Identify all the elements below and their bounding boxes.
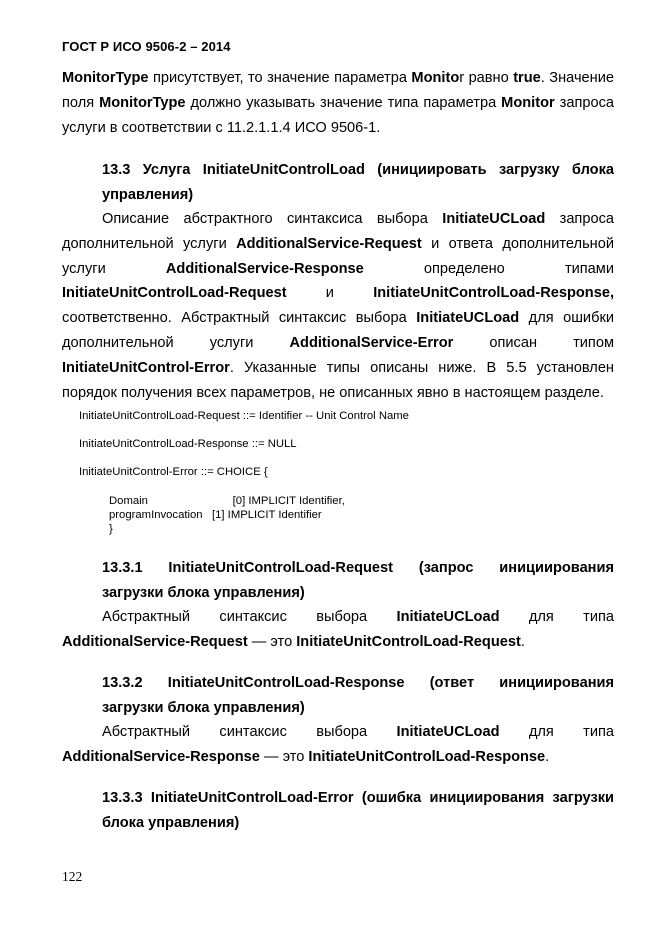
section-13-3-2-heading: 13.3.2 InitiateUnitControlLoad-Response (ответ инициирования загрузки блока управления) — [102, 675, 614, 716]
section-13-3-1-heading: 13.3.1 InitiateUnitControlLoad-Request (запрос инициирования загрузки блока управления) — [102, 560, 614, 601]
document-header: ГОСТ Р ИСО 9506-2 – 2014 — [62, 39, 231, 54]
paragraph-abstract-syntax: Описание абстрактного синтаксиса выбора InitiateUCLoad запроса дополнительной услуги AdditionalService-Request и ответа дополнительной услуги AdditionalService-Response определено типами InitiateUnitControlLoad-Request и InitiateUnitControlLoad-Response, соответственно. Абстрактный синтаксис выбора InitiateUCLoad для ошибки дополнительной услуги AdditionalService-Error описан типом InitiateUnitControl-Error. Указанные типы описаны ниже. В 5.5 установлен порядок получения всех параметров, не описанных явно в настоящем разделе. — [62, 211, 614, 401]
code-line-domain: Domain [0] IMPLICIT Identifier, — [109, 495, 345, 507]
paragraph-13-3-1: Абстрактный синтаксис выбора InitiateUCLoad для типа AdditionalService-Request — это InitiateUnitControlLoad-Request. — [62, 609, 614, 650]
code-line-error: InitiateUnitControl-Error ::= CHOICE { — [79, 466, 268, 478]
code-line-request: InitiateUnitControlLoad-Request ::= Identifier -- Unit Control Name — [79, 410, 409, 422]
section-13-3-3-heading: 13.3.3 InitiateUnitControlLoad-Error (ошибка инициирования загрузки блока управления) — [102, 790, 614, 831]
paragraph-monitor-type: MonitorType присутствует, то значение параметра Monitor равно true. Значение поля MonitorType должно указывать значение типа параметра Monitor запроса услуги в соответствии с 11.2.1.1.4 ИСО 9506-1. — [62, 70, 614, 136]
paragraph-13-3-2: Абстрактный синтаксис выбора InitiateUCLoad для типа AdditionalService-Response — это InitiateUnitControlLoad-Response. — [62, 724, 614, 765]
page-number: 122 — [62, 869, 83, 884]
code-line-closing-brace: } — [109, 523, 113, 535]
code-line-response: InitiateUnitControlLoad-Response ::= NULL — [79, 438, 297, 450]
section-13-3-heading: 13.3 Услуга InitiateUnitControlLoad (инициировать загрузку блока управления) — [102, 162, 614, 203]
code-line-program-invocation: programInvocation [1] IMPLICIT Identifier — [109, 509, 322, 521]
